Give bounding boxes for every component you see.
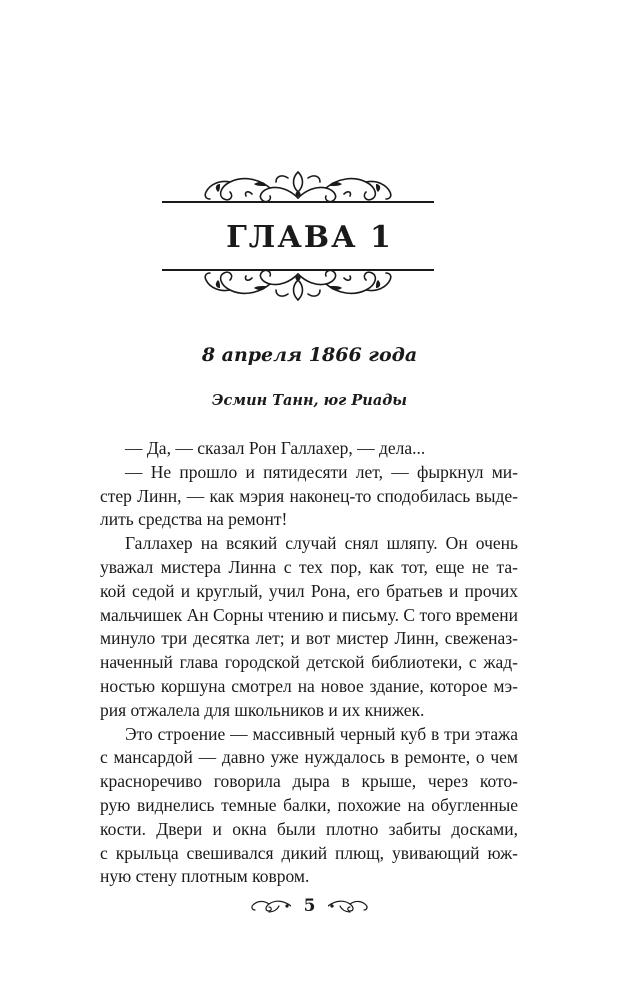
body-text (100, 437, 518, 889)
text-line: наченный глава городской детской библиотеки, с жад- (100, 652, 518, 673)
page-footer (0, 892, 619, 922)
text-line: уважал мистера Линна с тех пор, как тот, еще не та- (100, 556, 518, 577)
text-line: — Не прошло и пятидесяти лет, — фыркнул ми- (125, 461, 518, 482)
chapter-place: Эсмин Танн, юг Риады (211, 392, 408, 409)
chapter-ornament-bottom (162, 258, 434, 308)
text-line: кой седой и круглый, учил Рона, его братьев и прочих (100, 580, 518, 601)
text-line: с крыльца свешивался дикий плющ, увивающий юж- (100, 842, 518, 863)
page-number: 5 (303, 896, 316, 916)
flourish-right-icon (328, 898, 370, 914)
text-line: рия отжалела для школьников и их книжек. (100, 699, 425, 720)
text-line: мальчишек Ан Сорны чтению и письму. С того времени (100, 604, 518, 625)
text-line: лить средства на ремонт! (100, 509, 288, 530)
chapter-ornament-top (162, 164, 434, 214)
text-line: ностью коршуна смотрел на новое здание, которое мэ- (100, 675, 518, 696)
chapter-date: 8 апреля 1866 года (201, 344, 418, 366)
text-line: минуло три десятка лет; и вот мистер Линн, свеженаз- (100, 628, 518, 649)
text-line: красноречиво говорила дыра в крыше, через кото- (100, 771, 518, 792)
text-line: — Да, — сказал Рон Галлахер, — дела... (125, 438, 426, 458)
text-line: рую виднелись темные балки, похожие на обугленные (100, 794, 518, 815)
text-line: Галлахер на всякий случай снял шляпу. Он очень (125, 533, 518, 554)
text-line: с мансардой — давно уже нуждалось в ремонте, о чем (100, 747, 518, 768)
text-line: кости. Двери и окна были плотно забиты досками, (100, 818, 518, 839)
ornament-scroll-icon (162, 164, 434, 214)
text-line: ную стену плотным ковром. (100, 866, 310, 887)
text-line: Это строение — массивный черный куб в три этажа (125, 723, 518, 744)
ornament-scroll-icon (162, 258, 434, 308)
text-line: стер Линн, — как мэрия наконец-то сподобилась выде- (100, 485, 518, 506)
chapter-title: ГЛАВА 1 (226, 220, 393, 255)
